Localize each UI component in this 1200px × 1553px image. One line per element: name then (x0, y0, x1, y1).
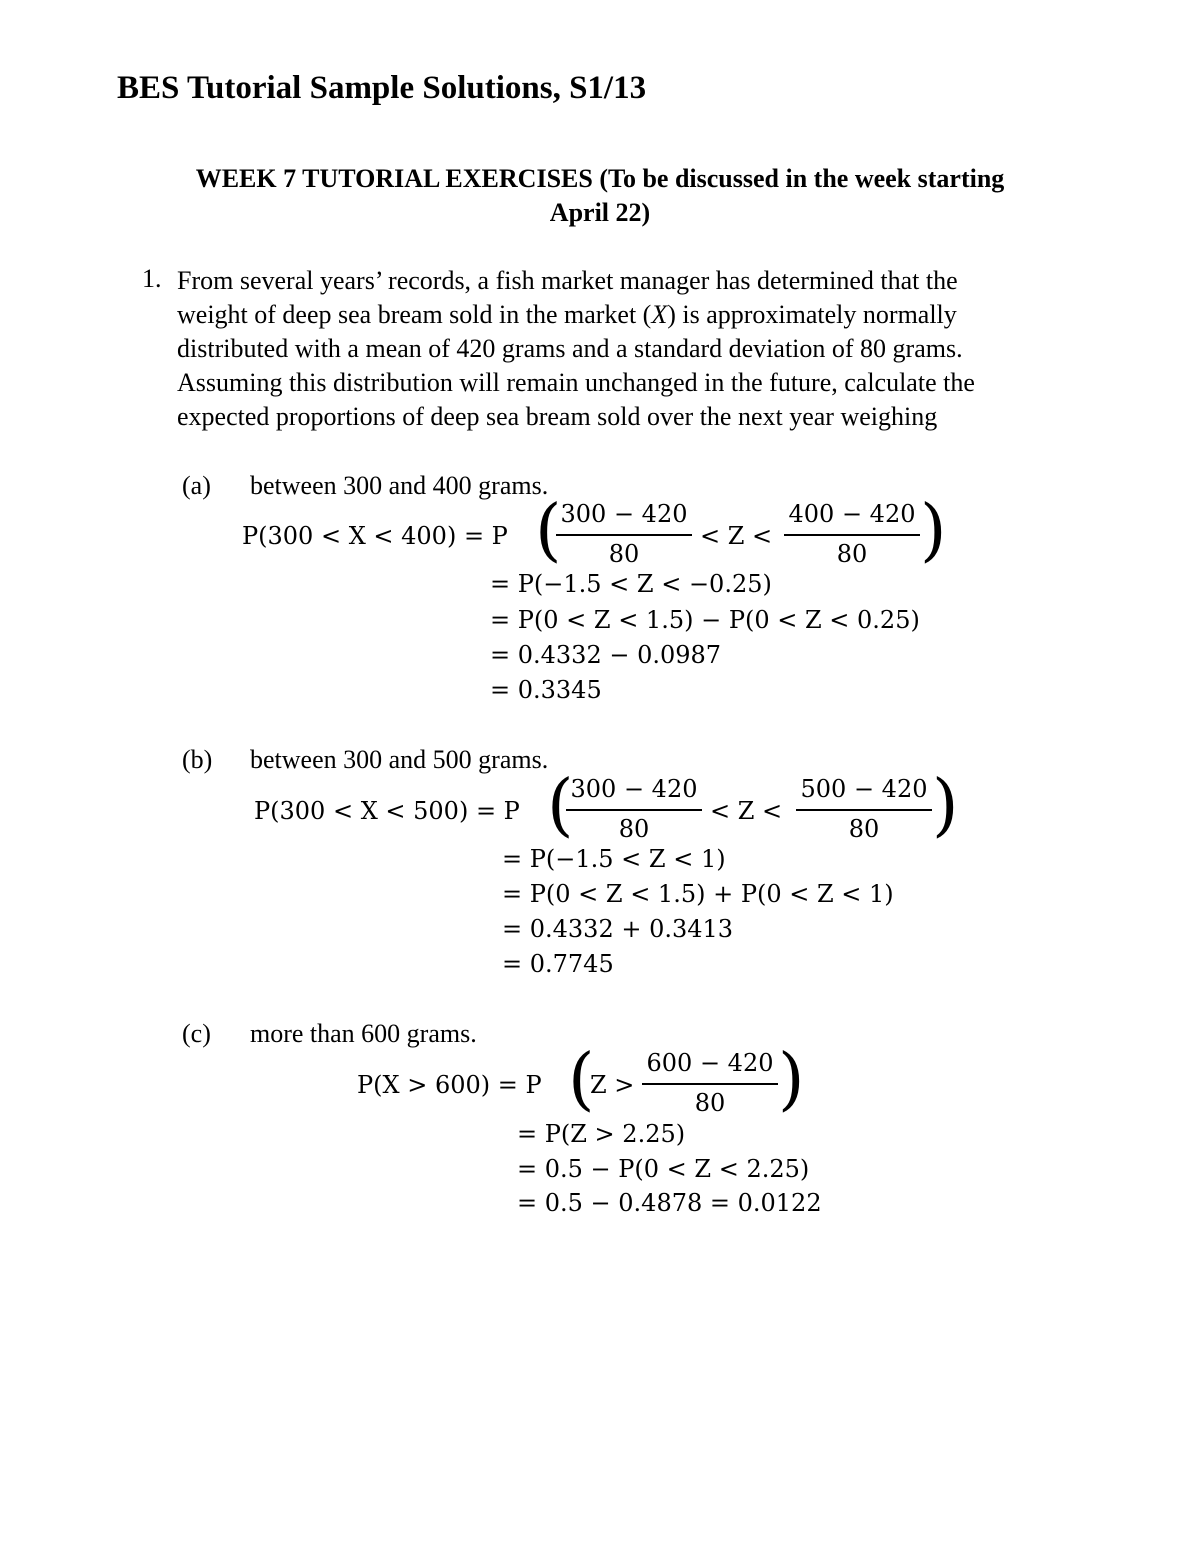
part-a-middle: < Z < (700, 522, 773, 550)
part-c-fraction: 600 − 420 80 (642, 1049, 778, 1117)
part-c-left-paren: ( (568, 1040, 595, 1119)
question-text-line: expected proportions of deep sea bream sold over the next year weighing (177, 402, 938, 431)
part-c-right-paren: ) (778, 1040, 805, 1119)
part-a-right-paren: ) (920, 491, 947, 570)
part-c-step-1: = P(Z > 2.25) (517, 1120, 686, 1148)
part-c-middle: Z > (590, 1071, 635, 1099)
question-text-line: weight of deep sea bream sold in the market (X) is approximately normally (177, 300, 957, 329)
part-b-middle: < Z < (710, 797, 783, 825)
part-a-text: between 300 and 400 grams. (250, 471, 549, 500)
variable-x: X (651, 300, 668, 329)
part-b-step-2: = P(0 < Z < 1.5) + P(0 < Z < 1) (502, 880, 894, 908)
part-a-step-3: = 0.4332 − 0.0987 (490, 641, 722, 669)
part-b-lhs: P(300 < X < 500) = P (254, 797, 520, 825)
part-c-label: (c) (182, 1019, 211, 1048)
question-text-line: From several years’ records, a fish market manager has determined that the (177, 266, 958, 295)
part-a-label: (a) (182, 471, 211, 500)
question-text (177, 264, 1092, 434)
part-a-fraction-1: 300 − 420 80 (556, 500, 692, 568)
part-b-step-1: = P(−1.5 < Z < 1) (502, 845, 726, 873)
question-text-line: Assuming this distribution will remain unchanged in the future, calculate the (177, 368, 975, 397)
part-c-step-2: = 0.5 − P(0 < Z < 2.25) (517, 1155, 810, 1183)
part-c-text: more than 600 grams. (250, 1019, 477, 1048)
question-text-line: distributed with a mean of 420 grams and a standard deviation of 80 grams. (177, 334, 963, 363)
part-a-step-4: = 0.3345 (490, 676, 602, 704)
part-b-step-4: = 0.7745 (502, 950, 614, 978)
question-number: 1. (142, 264, 162, 293)
part-a-left-paren: ( (535, 491, 562, 570)
part-a-lhs: P(300 < X < 400) = P (242, 522, 508, 550)
part-b-text: between 300 and 500 grams. (250, 745, 549, 774)
part-c-step-3: = 0.5 − 0.4878 = 0.0122 (517, 1189, 822, 1217)
part-b-label: (b) (182, 745, 213, 774)
week-heading-line-1: WEEK 7 TUTORIAL EXERCISES (To be discussed in the week starting (195, 164, 1005, 193)
part-b-fraction-1: 300 − 420 80 (566, 775, 702, 843)
week-heading (130, 162, 1070, 230)
week-heading-line-2: April 22) (549, 198, 651, 227)
part-b-fraction-2: 500 − 420 80 (796, 775, 932, 843)
part-a-step-2: = P(0 < Z < 1.5) − P(0 < Z < 0.25) (490, 606, 920, 634)
document-title: BES Tutorial Sample Solutions, S1/13 (117, 70, 647, 106)
part-c-lhs: P(X > 600) = P (357, 1071, 542, 1099)
part-a-step-1: = P(−1.5 < Z < −0.25) (490, 570, 772, 598)
part-b-left-paren: ( (547, 766, 574, 845)
part-b-right-paren: ) (932, 766, 959, 845)
part-b-step-3: = 0.4332 + 0.3413 (502, 915, 734, 943)
part-a-fraction-2: 400 − 420 80 (784, 500, 920, 568)
